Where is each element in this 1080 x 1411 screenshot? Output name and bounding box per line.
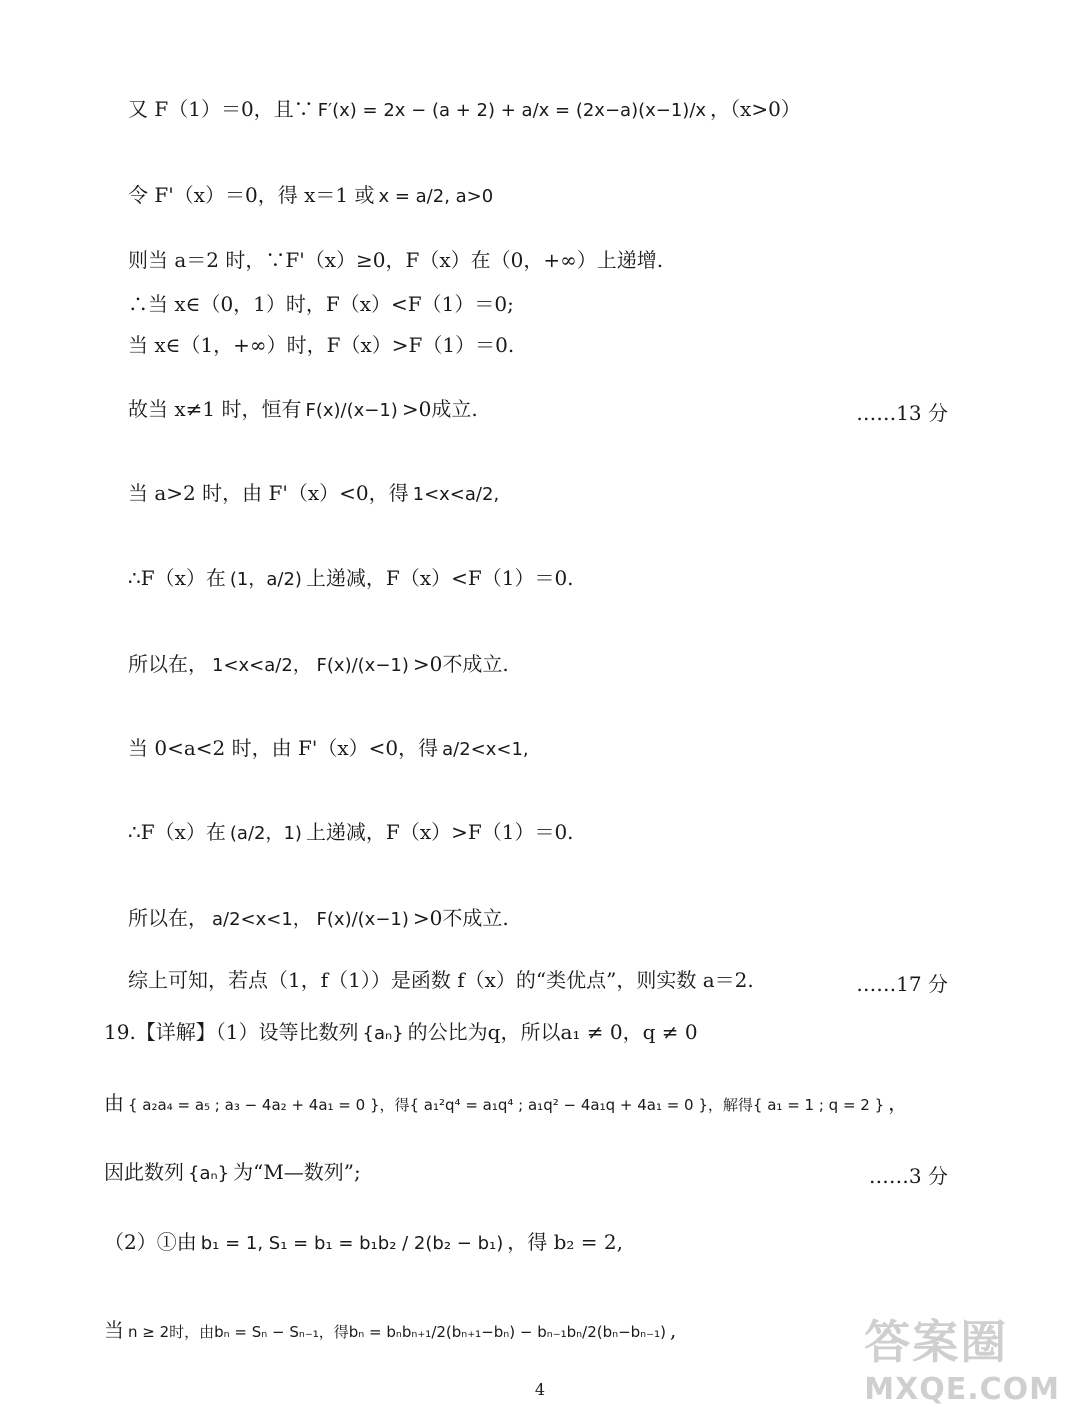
line-15: 因此数列 {aₙ} 为“M—数列”;: [104, 1160, 361, 1184]
line-10: ∴F（x）在 (a/2，1) 上递减，F（x）>F（1）＝0.: [128, 820, 574, 844]
page-number: 4: [534, 1380, 546, 1399]
line-8: 所以在， 1<x<a/2， F(x)/(x−1) >0不成立.: [128, 652, 509, 676]
line-9: 当 0<a<2 时，由 F'（x）<0，得 a/2<x<1,: [128, 736, 529, 760]
line-4: 当 x∈（1，+∞）时，F（x）>F（1）＝0.: [128, 333, 515, 357]
watermark-url: MXQE.COM: [864, 1372, 1060, 1407]
watermark-text: 答案圈: [864, 1315, 1009, 1369]
line-5: 故当 x≠1 时，恒有 F(x)/(x−1) >0成立.: [128, 397, 478, 421]
watermark-logo: [864, 1306, 1060, 1407]
line-1: 令 F'（x）＝0，得 x＝1 或 x = a/2, a>0: [128, 183, 494, 207]
line-17: 当 n ≥ 2时，由bₙ = Sₙ − Sₙ₋₁，得bₙ = bₙbₙ₊₁/2(bₙ₊₁−bₙ) − bₙ₋₁bₙ/2(bₙ−bₙ₋₁) ,: [104, 1318, 677, 1342]
score-17: ……17 分: [856, 972, 948, 996]
line-12: 综上可知，若点（1，f（1））是函数 f（x）的“类优点”，则实数 a＝2.: [128, 968, 754, 992]
line-13: 19.【详解】（1）设等比数列 {aₙ} 的公比为q，所以a₁ ≠ 0，q ≠ 0: [104, 1020, 698, 1044]
score-13: ……13 分: [856, 401, 948, 425]
line-6: 当 a>2 时，由 F'（x）<0，得 1<x<a/2,: [128, 481, 500, 505]
line-2: 则当 a＝2 时，∵F'（x）≥0，F（x）在（0，+∞）上递增.: [128, 248, 664, 272]
line-7: ∴F（x）在 (1，a/2) 上递减，F（x）<F（1）＝0.: [128, 566, 574, 590]
line-11: 所以在， a/2<x<1， F(x)/(x−1) >0不成立.: [128, 906, 509, 930]
line-0: 又 F（1）＝0，且∵ F′(x) = 2x − (a + 2) + a/x = (2x−a)(x−1)/x ，（x>0）: [128, 97, 801, 121]
line-14: 由 { a₂a₄ = a₅ ; a₃ − 4a₂ + 4a₁ = 0 }，得{ a₁²q⁴ = a₁q⁴ ; a₁q² − 4a₁q + 4a₁ = 0 }，解得{ a₁ = 1 ; q = 2 } ，: [104, 1091, 909, 1115]
score-3: ……3 分: [868, 1164, 948, 1188]
line-16: （2）①由 b₁ = 1, S₁ = b₁ = b₁b₂ / 2(b₂ − b₁) ，得 b₂ = 2,: [104, 1230, 623, 1254]
line-3: ∴当 x∈（0，1）时，F（x）<F（1）＝0;: [128, 292, 514, 316]
